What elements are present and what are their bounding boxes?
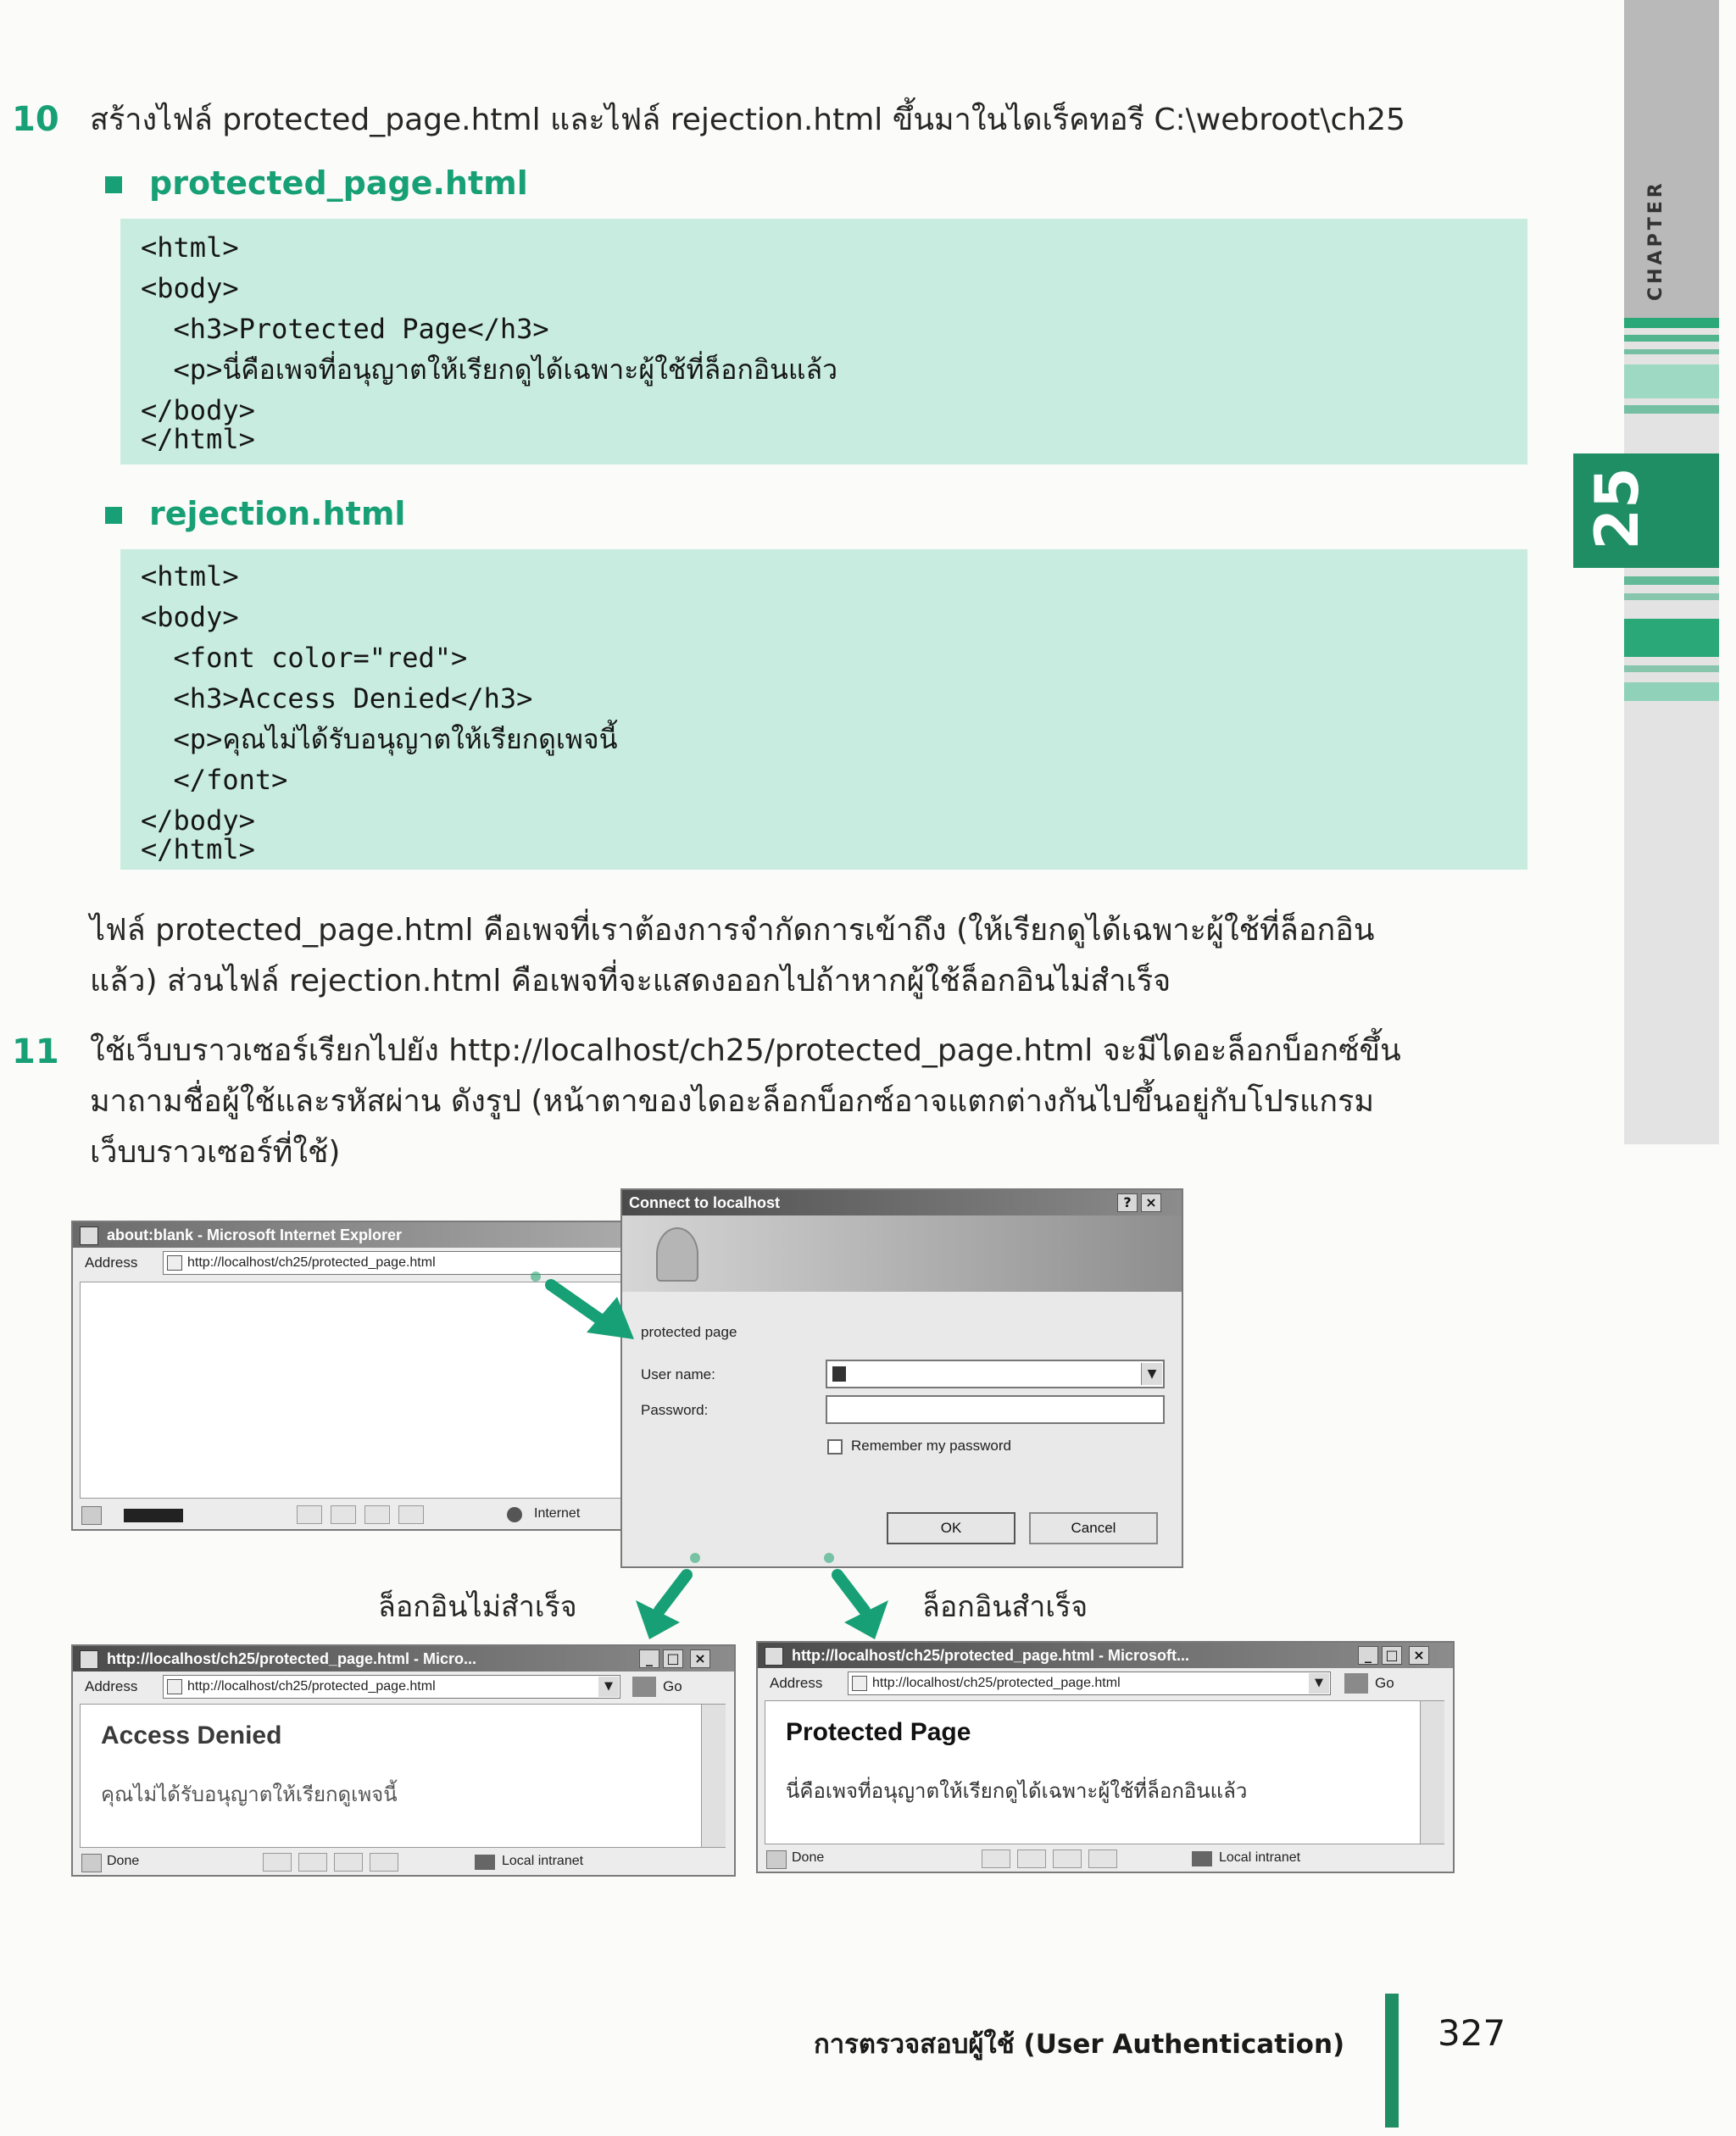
ie-blank-window	[71, 1221, 631, 1531]
success-caption: ล็อกอินสำเร็จ	[922, 1590, 1088, 1624]
ie-fail-statusbar	[76, 1851, 731, 1875]
ie-logo-icon	[80, 1227, 98, 1245]
dot	[824, 1553, 834, 1563]
rejection-code-block	[120, 549, 1527, 870]
protected-code-block	[120, 219, 1527, 464]
ie-success-statusbar	[761, 1848, 1449, 1872]
code-line: </font>	[141, 764, 288, 796]
zone-label: Local intranet	[1219, 1850, 1301, 1865]
page-heading: Protected Page	[786, 1718, 971, 1746]
page-body: คุณไม่ได้รับอนุญาตให้เรียกดูเพจนี้	[101, 1783, 398, 1806]
address-label: Address	[770, 1675, 823, 1691]
realm-label: protected page	[641, 1324, 737, 1340]
status-text: Done	[107, 1854, 140, 1868]
step-11-line-1: ใช้เว็บบราวเซอร์เรียกไปยัง http://localhost/ch25/protected_page.html จะมีไดอะล็อกบ็อกซ์ขึ้น	[90, 1033, 1401, 1068]
login-dialog	[620, 1188, 1183, 1568]
address-label: Address	[85, 1254, 138, 1271]
step-10-number: 10	[12, 100, 59, 139]
bullet-square	[105, 507, 122, 524]
ie-blank-statusbar	[76, 1504, 627, 1527]
address-value: http://localhost/ch25/protected_page.html	[187, 1679, 436, 1694]
step-11-line-2: มาถามชื่อผู้ใช้และรหัสผ่าน ดังรูป (หน้าตาของไดอะล็อกบ็อกซ์อาจแตกต่างกันไปขึ้นอยู่กับโปรแกรม	[90, 1084, 1375, 1119]
progress-bar	[124, 1509, 183, 1522]
ie-fail-window	[71, 1644, 736, 1877]
explanation-line-1: ไฟล์ protected_page.html คือเพจที่เราต้องการจำกัดการเข้าถึง (ให้เรียกดูได้เฉพาะผู้ใช้ที่ล็อกอิน	[90, 913, 1375, 948]
ie-logo-icon	[80, 1650, 98, 1669]
help-button[interactable]: ?	[1117, 1193, 1138, 1212]
arrow-success	[815, 1551, 909, 1644]
minimize-button[interactable]: _	[639, 1649, 659, 1668]
go-button[interactable]: Go	[663, 1678, 682, 1694]
close-button[interactable]: ×	[1141, 1193, 1161, 1212]
username-label: User name:	[641, 1366, 715, 1382]
page-number: 327	[1438, 2012, 1506, 2054]
code-line: </html>	[141, 423, 255, 455]
ie-fail-titlebar	[73, 1646, 734, 1672]
ie-blank-titlebar	[73, 1222, 629, 1248]
code-line: <body>	[141, 272, 239, 304]
page-status-icon	[81, 1506, 102, 1525]
bullet-square	[105, 176, 122, 193]
code-line: </body>	[141, 394, 255, 426]
close-button[interactable]: ×	[690, 1649, 710, 1668]
password-input[interactable]	[826, 1395, 1165, 1424]
footer-title: การตรวจสอบผู้ใช้ (User Authentication)	[814, 2029, 1345, 2060]
zone-label: Local intranet	[502, 1854, 584, 1868]
ie-success-content	[765, 1700, 1444, 1844]
dialog-banner	[622, 1215, 1182, 1292]
ie-fail-title: http://localhost/ch25/protected_page.html - Micro...	[107, 1650, 477, 1667]
code-line: <font color="red">	[141, 642, 468, 674]
code-line: <p>นี่คือเพจที่อนุญาตให้เรียกดูได้เฉพาะผู้ใช้ที่ล็อกอินแล้ว	[141, 353, 838, 386]
remember-checkbox[interactable]	[827, 1439, 843, 1455]
address-dropdown-icon[interactable]: ▼	[1309, 1673, 1329, 1694]
arrow-fail	[619, 1551, 712, 1644]
intranet-icon	[475, 1855, 495, 1870]
protected-section-title: protected_page.html	[149, 164, 528, 202]
code-line: <html>	[141, 231, 239, 264]
chapter-sidebar	[1583, 0, 1719, 1144]
dialog-titlebar	[622, 1190, 1182, 1215]
ie-success-window	[756, 1641, 1455, 1873]
user-icon	[832, 1366, 846, 1382]
status-text: Done	[792, 1850, 825, 1865]
explanation-line-2: แล้ว) ส่วนไฟล์ rejection.html คือเพจที่จะแสดงออกไปถ้าหากผู้ใช้ล็อกอินไม่สำเร็จ	[90, 964, 1171, 998]
fail-caption: ล็อกอินไม่สำเร็จ	[378, 1590, 577, 1624]
ie-fail-content	[80, 1704, 726, 1848]
cancel-button[interactable]: Cancel	[1029, 1512, 1158, 1544]
remember-label: Remember my password	[851, 1438, 1011, 1454]
address-dropdown-icon[interactable]: ▼	[598, 1677, 619, 1697]
ie-blank-title: about:blank - Microsoft Internet Explorer	[107, 1227, 403, 1243]
address-bar[interactable]	[163, 1675, 620, 1699]
code-line: <p>คุณไม่ได้รับอนุญาตให้เรียกดูเพจนี้	[141, 723, 618, 755]
scrollbar[interactable]	[1420, 1701, 1444, 1844]
arrow-to-dialog	[526, 1268, 644, 1344]
step-11-number: 11	[12, 1032, 59, 1071]
ie-success-title: http://localhost/ch25/protected_page.html - Microsoft...	[792, 1647, 1190, 1664]
ie-success-titlebar	[758, 1643, 1453, 1668]
address-label: Address	[85, 1678, 138, 1694]
intranet-icon	[1192, 1851, 1212, 1866]
keys-icon	[656, 1227, 698, 1282]
go-arrow-icon[interactable]	[1344, 1673, 1368, 1694]
globe-icon	[507, 1507, 522, 1522]
address-bar[interactable]	[848, 1672, 1331, 1695]
code-line: <h3>Access Denied</h3>	[141, 682, 533, 715]
footer-divider	[1385, 1994, 1399, 2128]
password-label: Password:	[641, 1402, 709, 1418]
ie-logo-icon	[765, 1647, 783, 1666]
page-icon	[852, 1676, 867, 1691]
page-icon	[167, 1679, 182, 1694]
code-line: <h3>Protected Page</h3>	[141, 313, 549, 345]
maximize-button[interactable]: □	[1382, 1646, 1402, 1665]
dot	[531, 1271, 541, 1282]
dot	[690, 1553, 700, 1563]
go-button[interactable]: Go	[1375, 1675, 1394, 1691]
address-value: http://localhost/ch25/protected_page.html	[187, 1255, 436, 1270]
page-icon	[167, 1255, 182, 1271]
page-status-icon	[81, 1854, 102, 1872]
scrollbar[interactable]	[701, 1705, 726, 1847]
chapter-label: CHAPTER	[1645, 180, 1666, 301]
maximize-button[interactable]: □	[663, 1649, 683, 1668]
code-line: <html>	[141, 560, 239, 592]
ok-button[interactable]: OK	[887, 1512, 1015, 1544]
rejection-section-title: rejection.html	[149, 495, 406, 532]
page-heading: Access Denied	[101, 1722, 282, 1749]
step-10-text: สร้างไฟล์ protected_page.html และไฟล์ rejection.html ขึ้นมาในไดเร็คทอรี C:\webroot\ch25	[90, 103, 1405, 137]
go-arrow-icon[interactable]	[632, 1677, 656, 1697]
step-11-line-3: เว็บบราวเซอร์ที่ใช้)	[90, 1135, 341, 1170]
chevron-down-icon[interactable]: ▼	[1141, 1363, 1162, 1385]
chapter-number: 25	[1583, 467, 1652, 550]
code-line: </body>	[141, 804, 255, 837]
page-status-icon	[766, 1850, 787, 1869]
dialog-title: Connect to localhost	[629, 1194, 781, 1211]
zone-label: Internet	[534, 1506, 581, 1521]
page-body: นี่คือเพจที่อนุญาตให้เรียกดูได้เฉพาะผู้ใช้ที่ล็อกอินแล้ว	[786, 1779, 1248, 1803]
minimize-button[interactable]: _	[1358, 1646, 1378, 1665]
address-value: http://localhost/ch25/protected_page.html	[872, 1676, 1121, 1690]
code-line: <body>	[141, 601, 239, 633]
code-line: </html>	[141, 833, 255, 865]
username-input[interactable]	[826, 1360, 1165, 1388]
close-button[interactable]: ×	[1409, 1646, 1429, 1665]
